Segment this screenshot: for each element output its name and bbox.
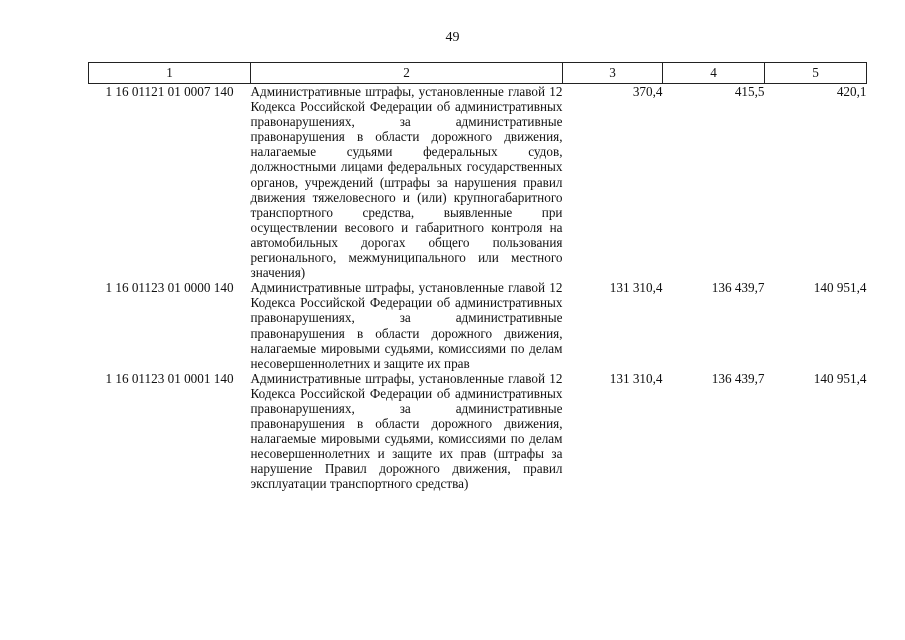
column-header-5: 5 <box>765 63 867 84</box>
amount-column-4: 415,5 <box>734 84 765 99</box>
amount-column-4: 136 439,7 <box>711 280 765 296</box>
revenue-description: Административные штрафы, установленные главой 12 Кодекса Российской Федерации об административных правонарушениях, за административные правонарушения в области дорожного движения, налагаемые судьями федеральных судов, должностными лицами федеральных государственных органов, учреждений (штрафы за нарушения правил движения тяжеловесного и (или) крупногабаритного транспортного средства, выявленные при осуществлении весового и габаритного контроля на автомобильных дорогах общего пользования регионального, межмуниципального или местного значения) <box>250 84 563 281</box>
table-row <box>89 280 867 371</box>
column-header-2: 2 <box>251 63 563 84</box>
budget-classification-code: 1 16 01121 01 0007 140 <box>105 84 234 99</box>
amount-column-3: 370,4 <box>632 84 663 99</box>
revenue-description: Административные штрафы, установленные главой 12 Кодекса Российской Федерации об административных правонарушениях, за административные правонарушения в области дорожного движения, налагаемые мировыми судьями, комиссиями по делам несовершеннолетних и защите их прав (штрафы за нарушение Правил дорожного движения, правил эксплуатации транспортного средства) <box>250 370 563 492</box>
amount-column-3: 131 310,4 <box>609 280 663 296</box>
budget-classification-code: 1 16 01123 01 0000 140 <box>105 280 234 296</box>
amount-column-4: 136 439,7 <box>711 370 765 386</box>
table-row <box>89 371 867 492</box>
amount-column-5: 140 951,4 <box>813 370 867 386</box>
column-header-1: 1 <box>89 63 251 84</box>
amount-column-5: 420,1 <box>836 84 867 99</box>
column-header-3: 3 <box>563 63 663 84</box>
table-row <box>89 84 867 281</box>
revenue-description: Административные штрафы, установленные главой 12 Кодекса Российской Федерации об административных правонарушениях, за административные правонарушения в области дорожного движения, налагаемые мировыми судьями, комиссиями по делам несовершеннолетних и защите их прав <box>250 280 563 371</box>
budget-revenue-table <box>88 62 867 492</box>
amount-column-3: 131 310,4 <box>609 370 663 386</box>
page-number: 49 <box>445 30 460 45</box>
column-header-4: 4 <box>663 63 765 84</box>
budget-classification-code: 1 16 01123 01 0001 140 <box>105 370 234 386</box>
amount-column-5: 140 951,4 <box>813 280 867 296</box>
table-header-row <box>89 63 867 84</box>
